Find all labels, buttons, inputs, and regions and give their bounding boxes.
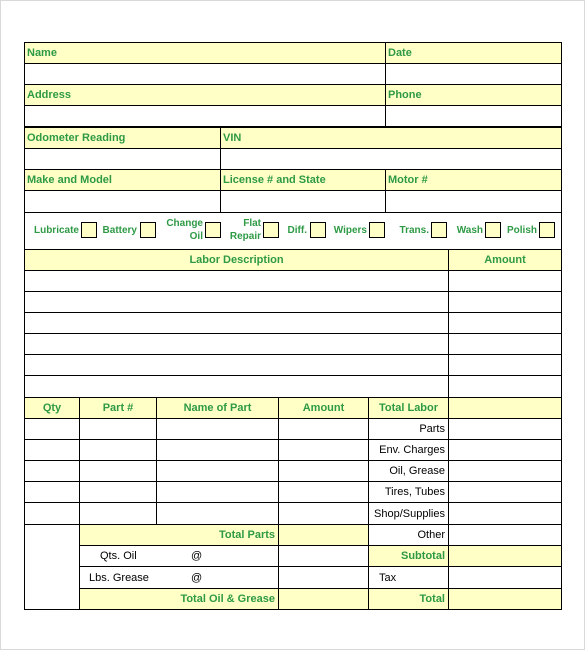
qty-field[interactable] [24,439,80,461]
service-label: Trans. [399,225,429,236]
lbs-grease-row [24,566,562,589]
part-name-field[interactable] [156,460,279,482]
part-amount-field[interactable] [278,460,369,482]
part-name-field[interactable] [156,502,279,525]
service-lubricate [31,224,79,237]
service-label: Repair [229,231,261,242]
labor-amount-field[interactable] [448,354,562,376]
summary-oil-label: Oil, Grease [368,460,449,482]
part-name-header: Name of Part [156,397,279,419]
part-number-header: Part # [79,397,157,419]
summary-env-label: Env. Charges [368,439,449,461]
odometer-field[interactable] [24,148,221,170]
service-label: Wash [456,225,483,236]
labor-description-field[interactable] [24,375,449,398]
summary-parts-field[interactable] [448,418,562,440]
part-number-field[interactable] [79,418,157,440]
tax-label: Tax [368,566,449,589]
address-field[interactable] [24,105,386,127]
summary-shop-label: Shop/Supplies [368,502,449,525]
service-label: Oil [189,231,203,242]
phone-label: Phone [385,84,562,106]
service-change-oil [163,217,203,243]
qty-field[interactable] [24,418,80,440]
qts-oil-row [24,545,562,567]
labor-row [24,354,562,376]
labor-description-header: Labor Description [24,249,449,271]
name-date-header [24,42,562,64]
service-battery [101,224,137,237]
part-number-field[interactable] [79,460,157,482]
subtotal-label: Subtotal [368,545,449,567]
wipers-checkbox[interactable] [369,222,385,238]
service-label: Wipers [333,225,367,236]
labor-row [24,312,562,334]
service-wipers [329,224,367,237]
vin-field[interactable] [220,148,562,170]
total-parts-row [24,524,562,546]
flat-repair-checkbox[interactable] [263,222,279,238]
parts-row [24,418,562,440]
summary-other-field[interactable] [448,524,562,546]
wash-checkbox[interactable] [485,222,501,238]
labor-amount-field[interactable] [448,375,562,398]
qts-oil-at: @ [191,550,203,562]
labor-amount-field[interactable] [448,333,562,355]
labor-row [24,333,562,355]
diff-checkbox[interactable] [310,222,326,238]
parts-row [24,439,562,461]
labor-description-field[interactable] [24,270,449,292]
vehicle-header [24,169,562,191]
total-oil-grease-row [24,588,562,610]
qts-oil-label: Qts. Oil [100,550,137,562]
qty-header: Qty [24,397,80,419]
date-label: Date [385,42,562,64]
battery-checkbox[interactable] [140,222,156,238]
part-amount-field[interactable] [278,418,369,440]
labor-amount-field[interactable] [448,312,562,334]
service-label: Polish [506,225,537,236]
total-label: Total [368,588,449,610]
total-labor-field[interactable] [448,397,562,419]
motor-field[interactable] [385,190,562,213]
labor-row [24,270,562,292]
labor-row [24,375,562,398]
labor-description-field[interactable] [24,312,449,334]
lbs-grease-label: Lbs. Grease [89,572,149,584]
total-oil-grease-field[interactable] [278,588,369,610]
services-checklist [24,212,562,250]
address-phone-header [24,84,562,106]
part-number-field[interactable] [79,502,157,525]
license-label: License # and State [220,169,386,191]
name-field[interactable] [24,63,386,85]
parts-row [24,481,562,503]
odometer-vin-inputs [24,148,562,170]
total-field[interactable] [448,588,562,610]
summary-parts-label: Parts [368,418,449,440]
name-date-inputs [24,63,562,85]
vin-label: VIN [220,127,562,149]
tax-field[interactable] [448,566,562,589]
parts-row [24,502,562,525]
service-label: Battery [102,225,137,236]
qty-field[interactable] [24,502,80,525]
make-model-label: Make and Model [24,169,221,191]
service-wash [451,224,483,237]
service-trans [395,224,429,237]
license-field[interactable] [220,190,386,213]
address-label: Address [24,84,386,106]
summary-other-label: Other [368,524,449,546]
make-model-field[interactable] [24,190,221,213]
labor-amount-field[interactable] [448,291,562,313]
lbs-grease-cell[interactable] [79,566,279,589]
vehicle-inputs [24,190,562,213]
date-field[interactable] [385,63,562,85]
part-amount-field[interactable] [278,439,369,461]
total-parts-label: Total Parts [79,524,279,546]
qts-oil-amount-field[interactable] [278,545,369,567]
service-polish [503,224,537,237]
service-label: Diff. [287,225,307,236]
part-name-field[interactable] [156,481,279,503]
qty-field[interactable] [24,481,80,503]
part-amount-field[interactable] [278,502,369,525]
total-labor-label: Total Labor [368,397,449,419]
part-number-field[interactable] [79,439,157,461]
labor-amount-field[interactable] [448,270,562,292]
summary-env-field[interactable] [448,439,562,461]
labor-row [24,291,562,313]
lubricate-checkbox[interactable] [81,222,97,238]
service-label: Change [166,218,203,229]
service-label: Lubricate [33,225,79,236]
name-label: Name [24,42,386,64]
labor-description-field[interactable] [24,333,449,355]
qts-oil-cell[interactable] [79,545,279,567]
summary-shop-field[interactable] [448,502,562,525]
trans-checkbox[interactable] [431,222,447,238]
part-name-field[interactable] [156,439,279,461]
subtotal-field[interactable] [448,545,562,567]
service-flat-repair [221,217,261,243]
parts-header [24,397,562,419]
lbs-grease-at: @ [191,572,203,584]
lbs-grease-amount-field[interactable] [278,566,369,589]
address-phone-inputs [24,105,562,127]
odometer-label: Odometer Reading [24,127,221,149]
summary-tires-label: Tires, Tubes [368,481,449,503]
part-name-field[interactable] [156,418,279,440]
qty-field[interactable] [24,460,80,482]
motor-label: Motor # [385,169,562,191]
parts-row [24,460,562,482]
change-oil-checkbox[interactable] [205,222,221,238]
labor-description-field[interactable] [24,291,449,313]
labor-description-field[interactable] [24,354,449,376]
phone-field[interactable] [385,105,562,127]
service-label: Flat [243,218,261,229]
polish-checkbox[interactable] [539,222,555,238]
odometer-vin-header [24,127,562,149]
labor-amount-header: Amount [448,249,562,271]
total-oil-grease-label: Total Oil & Grease [79,588,279,610]
service-diff [281,224,307,237]
part-number-field[interactable] [79,481,157,503]
labor-header [24,249,562,271]
total-parts-field[interactable] [278,524,369,546]
summary-oil-field[interactable] [448,460,562,482]
part-amount-field[interactable] [278,481,369,503]
summary-tires-field[interactable] [448,481,562,503]
part-amount-header: Amount [278,397,369,419]
